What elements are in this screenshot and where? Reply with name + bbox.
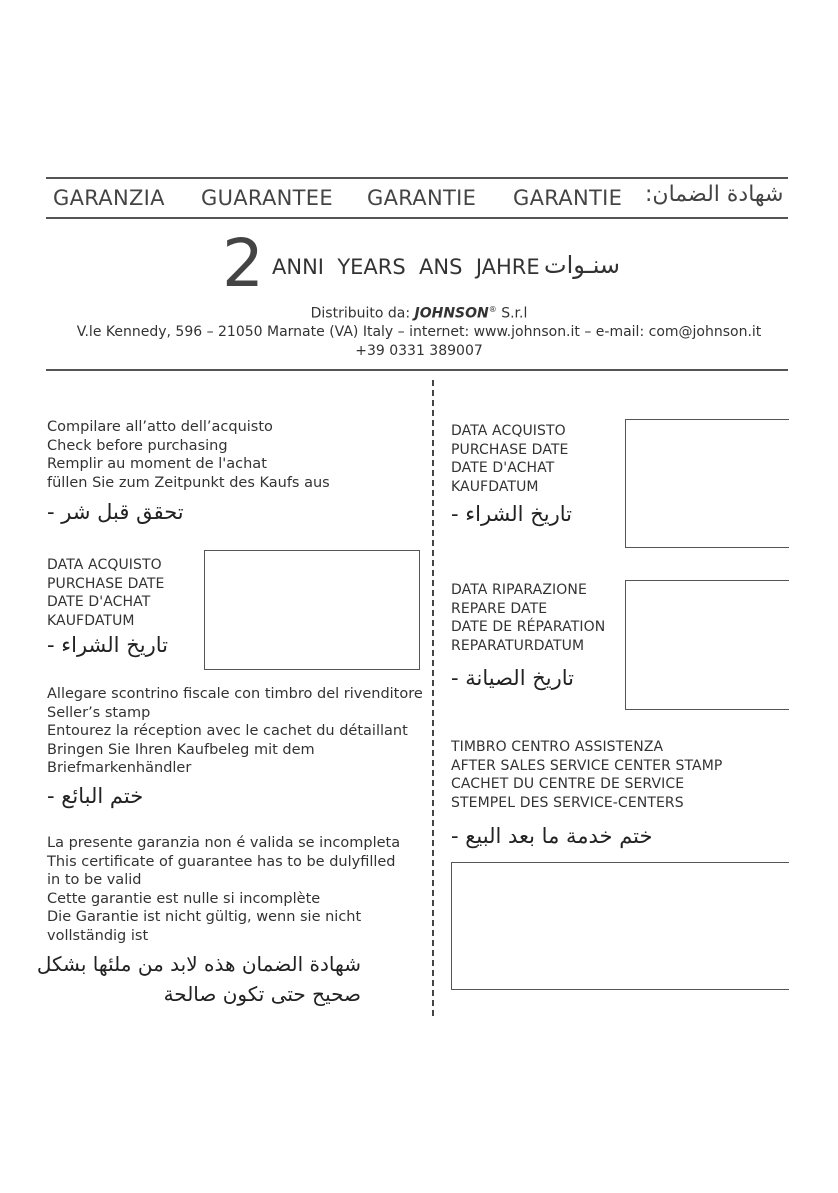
receipt-instructions: Allegare scontrino fiscale con timbro del rivenditore Seller’s stamp Entourez la réception avec le cachet du détaillant Bringen Sie Ihren Kaufbeleg mit dem Briefmarkenhändler <box>47 686 423 776</box>
years-text: ANNI YEARS ANS JAHRE <box>272 255 540 279</box>
repair-date-box[interactable] <box>625 580 789 710</box>
years-number: 2 <box>222 225 264 302</box>
distributor-phone: +39 0331 389007 <box>355 343 483 359</box>
right-purchase-date-arabic: تاريخ الشراء - <box>451 502 572 526</box>
years-arabic: سنـوات <box>544 251 621 279</box>
header-top-rule <box>46 177 788 179</box>
title-garantie-fr: GARANTIE <box>367 186 477 210</box>
title-garanzia: GARANZIA <box>53 186 165 210</box>
title-garantie-de: GARANTIE <box>513 186 623 210</box>
fill-in-instructions: Compilare all’atto dell’acquisto Check before purchasing Remplir au moment de l'achat füllen Sie zum Zeitpunkt des Kaufs aus <box>47 419 330 491</box>
service-stamp-label: TIMBRO CENTRO ASSISTENZA AFTER SALES SERVICE CENTER STAMP CACHET DU CENTRE DE SERVICE STEMPEL DES SERVICE-CENTERS <box>451 739 723 811</box>
left-purchase-date-label: DATA ACQUISTO PURCHASE DATE DATE D'ACHAT KAUFDATUM <box>47 557 165 629</box>
repair-date-arabic: تاريخ الصيانة - <box>451 666 574 690</box>
header-bottom-rule <box>46 217 788 219</box>
distributor-suffix: S.r.l <box>501 305 528 322</box>
right-purchase-date-label: DATA ACQUISTO PURCHASE DATE DATE D'ACHAT KAUFDATUM <box>451 423 569 495</box>
validity-notice: La presente garanzia non é valida se incompleta This certificate of guarantee has to be dulyfilled in to be valid Cette garantie est nulle si incomplète Die Garantie ist nicht gültig, wenn sie nicht vollständig ist <box>47 835 401 944</box>
fill-in-arabic: تحقق قبل شر - <box>47 500 184 524</box>
left-purchase-date-box[interactable] <box>204 550 420 670</box>
repair-date-label: DATA RIPARAZIONE REPARE DATE DATE DE RÉPARATION REPARATURDATUM <box>451 582 606 654</box>
distributor-brand: JOHNSON <box>414 305 489 322</box>
service-stamp-arabic: ختم خدمة ما بعد البيع - <box>451 824 653 848</box>
service-stamp-box[interactable] <box>451 862 789 990</box>
right-purchase-date-box[interactable] <box>625 419 789 548</box>
title-arabic: شهادة الضمان: <box>645 182 784 207</box>
validity-arabic-line-1: شهادة الضمان هذه لابد من ملئها بشكل <box>36 952 361 976</box>
center-dashed-divider <box>432 380 434 1016</box>
section-rule <box>46 369 788 371</box>
left-purchase-date-arabic: تاريخ الشراء - <box>47 633 168 657</box>
validity-arabic-line-2: صحيح حتى تكون صالحة <box>163 982 361 1006</box>
distributor-prefix: Distribuito da: <box>310 305 411 322</box>
distributor-line <box>0 305 838 322</box>
title-guarantee: GUARANTEE <box>201 186 333 210</box>
receipt-arabic: ختم البائع - <box>47 784 144 808</box>
distributor-address: V.le Kennedy, 596 – 21050 Marnate (VA) Italy – internet: www.johnson.it – e-mail: com@johnson.it <box>76 324 762 340</box>
distributor-reg: ® <box>488 305 497 314</box>
